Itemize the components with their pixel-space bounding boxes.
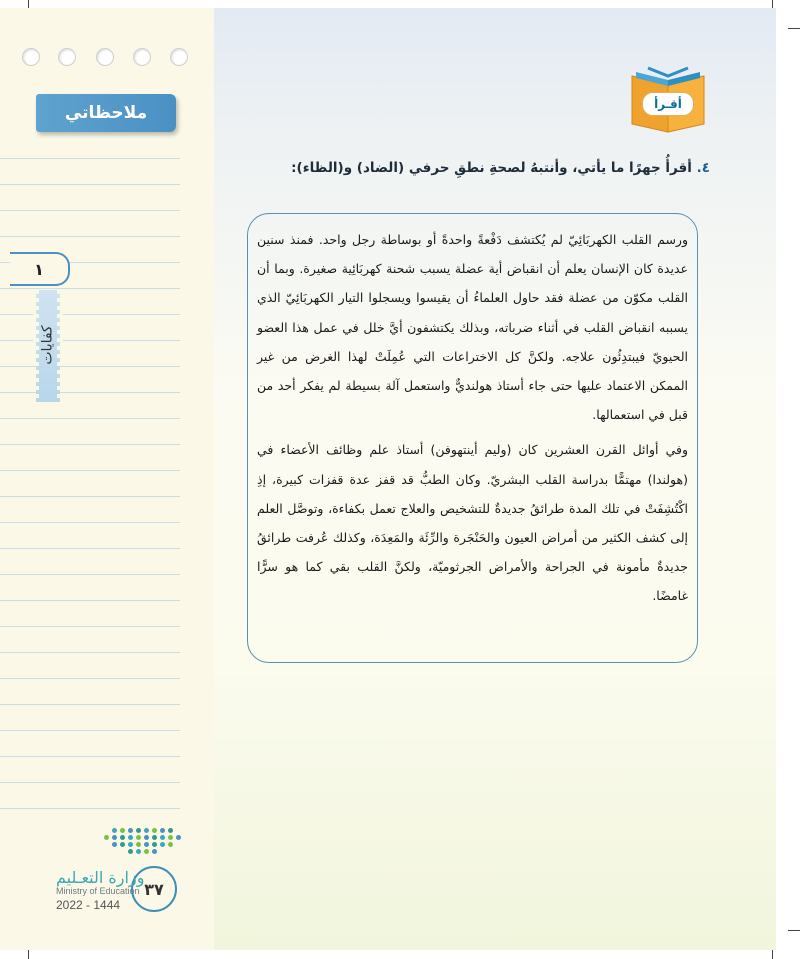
page-number: ٣٧ xyxy=(131,866,177,912)
ruled-line xyxy=(0,808,180,809)
logo-dot xyxy=(176,835,181,840)
ruled-line xyxy=(0,288,180,289)
logo-dot xyxy=(144,835,149,840)
logo-dot xyxy=(136,835,141,840)
read-label: أقـرأ xyxy=(642,92,694,116)
ruled-line xyxy=(0,444,180,445)
notes-title: ملاحظاتي xyxy=(36,94,176,132)
passage-paragraph: ورسم القلب الكهربَائِيّ لم يُكتشف دَفْعةً واحدةً أو بوساطة رجل واحد. فمنذ سنين عديدة كان الإنسان يعلم أن انقباض أية عضلة يسبب شحنة كهربَائِية صغيرة. وبما أن القلب مكوّن من عضلة فقد حاول العلماءُ أن يقيسوا ويسجلوا التيار الكهربَائِيّ الذي يسببه انقباض القلب في أثناء ضرباته، وبذلك يكتشفون أيَّ خلل في عمل هذا العضو الحيويّ فيبتدِئُون علاجه. ولكنَّ كل الاختراعات التي عُمِلَتْ لهذا الغرض من غير الممكن الاعتماد عليها حتى جاء أستاذ هولنديٌّ واستعمل آلة بسيطة لم يفكر أحد من قبل في استعمالها. xyxy=(257,232,688,423)
unit-number: ١ xyxy=(10,252,70,286)
logo-dot xyxy=(136,842,141,847)
logo-dot xyxy=(168,842,173,847)
ruled-line xyxy=(0,600,180,601)
logo-dot xyxy=(128,835,133,840)
ruled-line xyxy=(0,626,180,627)
logo-dot xyxy=(168,828,173,833)
ruled-line xyxy=(0,782,180,783)
logo-dot xyxy=(160,835,165,840)
ruled-line xyxy=(0,158,180,159)
logo-dot xyxy=(168,835,173,840)
binder-hole xyxy=(133,48,151,66)
logo-dot xyxy=(136,849,141,854)
reading-passage xyxy=(257,225,688,611)
binder-hole xyxy=(22,48,40,66)
ruled-line xyxy=(0,548,180,549)
exercise-number: ٤. xyxy=(696,160,710,176)
ruled-line xyxy=(0,470,180,471)
ruled-line xyxy=(0,652,180,653)
ruled-line xyxy=(0,236,180,237)
logo-dot xyxy=(120,835,125,840)
logo-dot xyxy=(152,828,157,833)
logo-dot xyxy=(144,842,149,847)
logo-dot xyxy=(112,835,117,840)
logo-dot xyxy=(136,828,141,833)
notes-column xyxy=(0,8,215,950)
read-book-icon xyxy=(628,66,708,136)
crop-mark xyxy=(788,28,800,29)
logo-dot xyxy=(128,842,133,847)
ruled-line xyxy=(0,678,180,679)
logo-dot xyxy=(152,849,157,854)
side-label: كفايات xyxy=(39,325,56,365)
logo-dot xyxy=(104,835,109,840)
ruled-line xyxy=(0,574,180,575)
passage-paragraph: وفي أوائل القرن العشرين كان (وليم أينتهوفن) أستاذ علم وظائف الأعضاء في (هولندا) مهتمًّا بدراسة القلب البشريّ. وكان الطبُّ قد قفز عدة قفزات كبيرة، إذِ اكْتُشِفَتْ في تلك المدة طرائقُ جديدةٌ للتشخيص والعلاج تعمل بكفاءة، وتوصَّل العلم إلى كشف الكثير من أمراض العيون والحَنْجَرة والرِّئَة والمَعِدَة، وكذلك عُرفت طرائقُ جديدةٌ مأمونة في الجراحة والأمراض الجرثوميّة، ولكنَّ القلب بقي كما هو سرًّا غامضًا. xyxy=(257,442,688,604)
ruled-line xyxy=(0,496,180,497)
logo-dot xyxy=(152,835,157,840)
ministry-name-english: Ministry of Education xyxy=(56,886,140,896)
exercise-question xyxy=(291,160,710,176)
logo-dot xyxy=(128,849,133,854)
ruled-line xyxy=(0,704,180,705)
binder-hole xyxy=(170,48,188,66)
logo-dot xyxy=(160,828,165,833)
logo-dot xyxy=(160,842,165,847)
logo-dot xyxy=(152,842,157,847)
logo-dot xyxy=(144,849,149,854)
ruled-line xyxy=(0,392,180,393)
ruled-line xyxy=(0,184,180,185)
logo-dot xyxy=(112,828,117,833)
logo-dot xyxy=(112,842,117,847)
logo-dot xyxy=(120,842,125,847)
crop-mark xyxy=(788,930,800,931)
logo-dot xyxy=(128,828,133,833)
ruled-line xyxy=(0,730,180,731)
binder-hole xyxy=(96,48,114,66)
logo-dot xyxy=(144,828,149,833)
ruled-line xyxy=(0,210,180,211)
ruled-line xyxy=(0,418,180,419)
binder-hole xyxy=(58,48,76,66)
exercise-text: أقرأُ جهرًا ما يأتي، وأنتبهُ لصحةِ نطقِ حرفي (الضاد) و(الظاء): xyxy=(291,160,692,176)
ministry-logo-icon xyxy=(98,828,190,860)
ruled-line xyxy=(0,756,180,757)
ruled-line xyxy=(0,522,180,523)
edition-year: 2022 - 1444 xyxy=(56,898,121,912)
logo-dot xyxy=(120,828,125,833)
ministry-name-arabic: وزارة التعـليم xyxy=(56,868,145,887)
